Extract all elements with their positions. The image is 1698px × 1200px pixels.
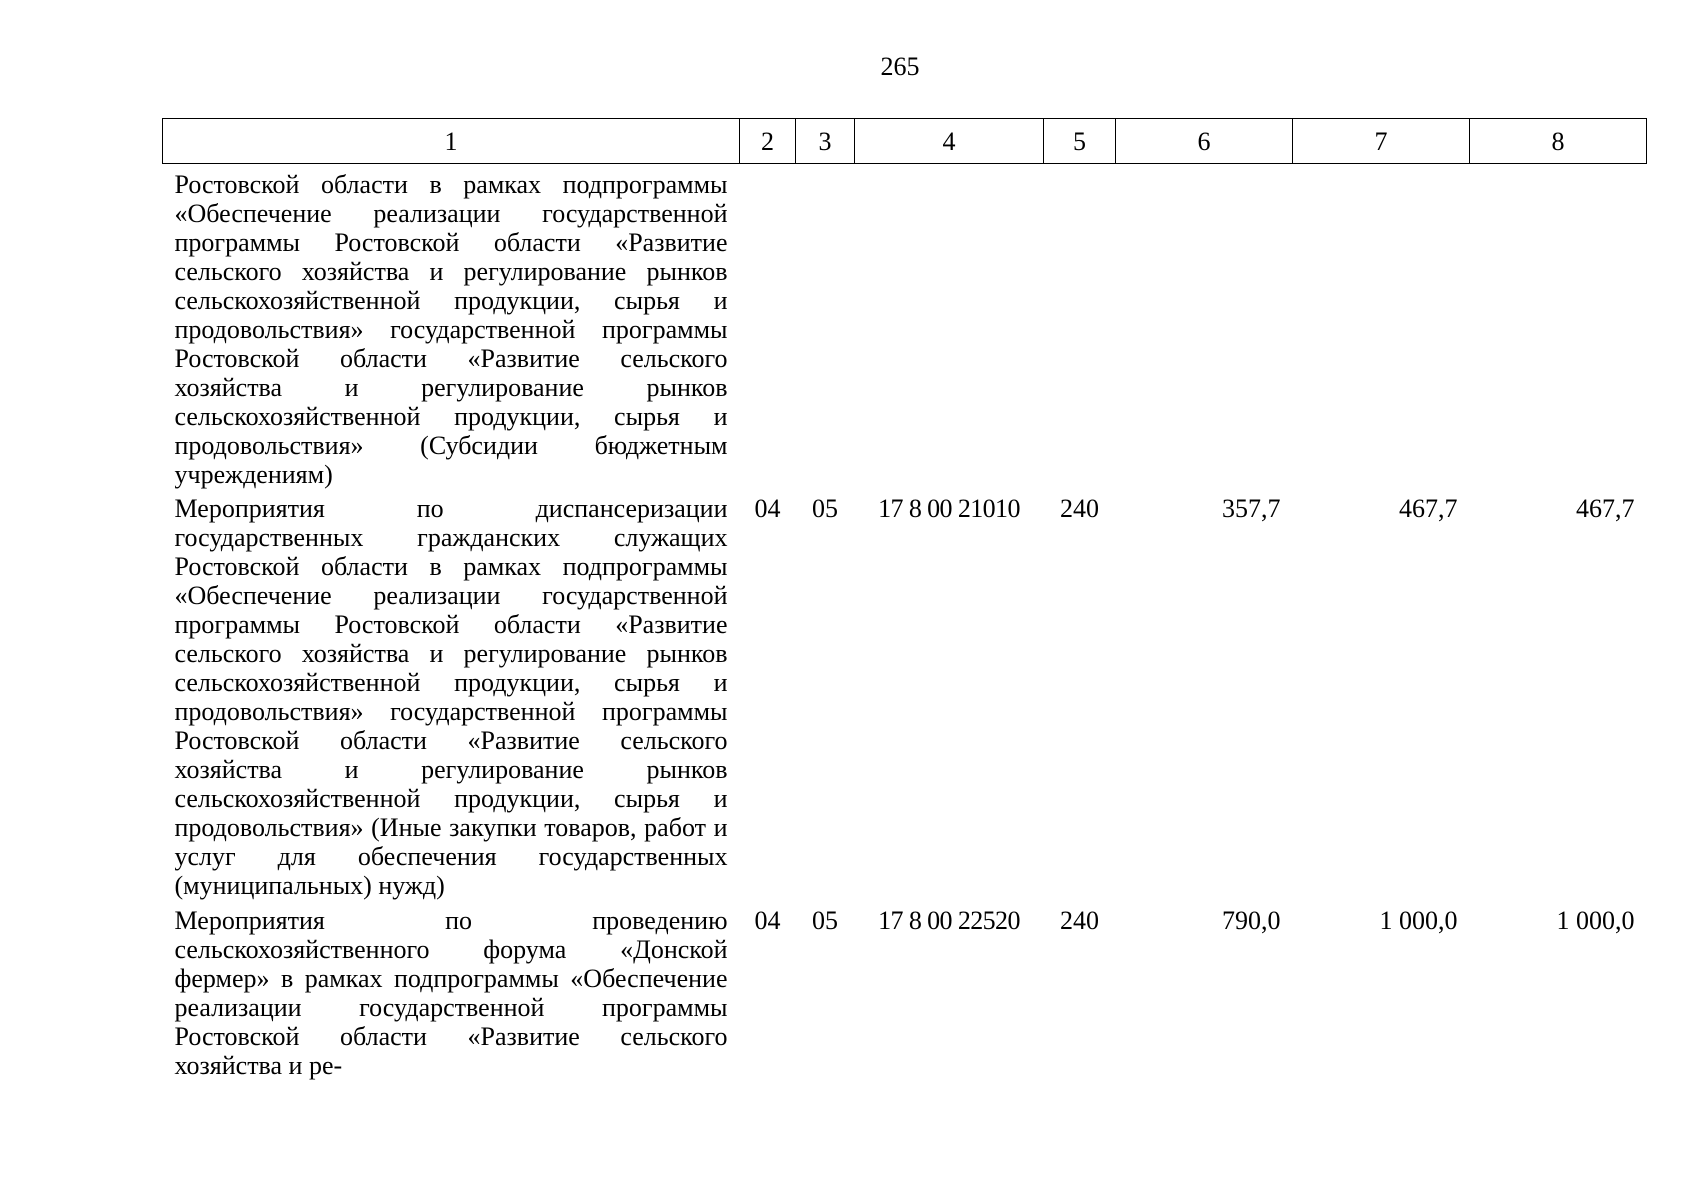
column-header-8: 8 xyxy=(1470,119,1647,164)
expense-type-code: 240 xyxy=(1060,494,1099,523)
amount-col-8: 1 000,0 xyxy=(1556,906,1635,935)
amount-col-6: 790,0 xyxy=(1222,906,1281,935)
table-row xyxy=(163,164,1647,489)
table-row xyxy=(163,488,1647,900)
row-description: Мероприятия по проведению сельскохозяйственного форума «Донской фермер» в рамках подпрограммы «Обеспечение реализации государственной программы Ростовской области «Развитие сельского хозяйства и ре- xyxy=(174,906,728,1080)
column-header-7: 7 xyxy=(1293,119,1470,164)
expense-type-code: 240 xyxy=(1060,906,1099,935)
budget-table xyxy=(162,118,1647,1080)
expense-type-code xyxy=(1044,164,1116,489)
target-article-code: 17 8 00 21010 xyxy=(878,494,1020,523)
target-article-code: 17 8 00 22520 xyxy=(878,906,1020,935)
section-code: 04 xyxy=(754,906,781,935)
column-header-4: 4 xyxy=(855,119,1044,164)
section-code xyxy=(740,164,796,489)
amount-col-8: 467,7 xyxy=(1576,494,1635,523)
row-description: Мероприятия по диспансеризации государственных гражданских служащих Ростовской области в рамках подпрограммы «Обеспечение реализации государственной программы Ростовской области «Развитие сельского хозяйства и регулирование рынков сельскохозяйственной продукции, сырья и продовольствия» государственной программы Ростовской области «Развитие сельского хозяйства и регулирование рынков сельскохозяйственной продукции, сырья и продовольствия» (Иные закупки товаров, работ и услуг для обеспечения государственных (муниципальных) нужд) xyxy=(174,494,728,900)
amount-col-7: 1 000,0 xyxy=(1379,906,1458,935)
column-header-6: 6 xyxy=(1116,119,1293,164)
amount-col-6: 357,7 xyxy=(1222,494,1281,523)
table-row xyxy=(163,900,1647,1080)
amount-col-7: 467,7 xyxy=(1399,494,1458,523)
section-code: 04 xyxy=(754,494,781,523)
column-header-2: 2 xyxy=(740,119,796,164)
subsection-code xyxy=(796,164,855,489)
subsection-code: 05 xyxy=(812,494,838,523)
column-header-3: 3 xyxy=(796,119,855,164)
amount-col-6 xyxy=(1116,164,1293,489)
amount-col-8 xyxy=(1470,164,1647,489)
column-header-5: 5 xyxy=(1044,119,1116,164)
amount-col-7 xyxy=(1293,164,1470,489)
column-header-1: 1 xyxy=(163,119,740,164)
target-article-code xyxy=(855,164,1044,489)
row-description: Ростовской области в рамках подпрограммы «Обеспечение реализации государственной программы Ростовской области «Развитие сельского хозяйства и регулирование рынков сельскохозяйственной продукции, сырья и продовольствия» государственной программы Ростовской области «Развитие сельского хозяйства и регулирование рынков сельскохозяйственной продукции, сырья и продовольствия» (Субсидии бюджетным учреждениям) xyxy=(174,170,728,489)
page-number: 265 xyxy=(880,52,920,81)
subsection-code: 05 xyxy=(812,906,838,935)
column-number-header-row xyxy=(163,119,1647,164)
